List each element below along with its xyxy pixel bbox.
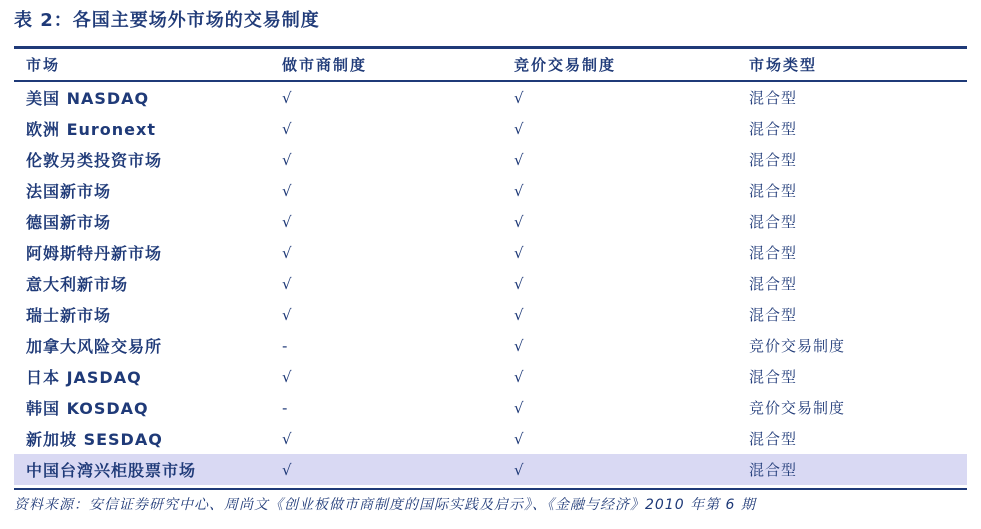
market-type-cell: 竞价交易制度 bbox=[749, 399, 846, 417]
table-row bbox=[14, 113, 967, 144]
market-maker-cell: √ bbox=[282, 243, 292, 262]
market-type-cell: 竞价交易制度 bbox=[749, 337, 846, 355]
auction-cell: √ bbox=[514, 88, 524, 107]
market-type-cell: 混合型 bbox=[749, 368, 798, 386]
auction-cell: √ bbox=[514, 367, 524, 386]
market-cell: 阿姆斯特丹新市场 bbox=[26, 244, 163, 263]
table-body bbox=[14, 82, 967, 485]
market-type-cell: 混合型 bbox=[749, 89, 798, 107]
table-row bbox=[14, 144, 967, 175]
market-maker-cell: √ bbox=[282, 119, 292, 138]
market-cell: 日本 JASDAQ bbox=[26, 368, 142, 387]
header-market-type: 市场类型 bbox=[749, 56, 818, 74]
header-market-maker: 做市商制度 bbox=[282, 56, 368, 74]
auction-cell: √ bbox=[514, 243, 524, 262]
market-cell: 韩国 KOSDAQ bbox=[26, 399, 149, 418]
market-cell: 中国台湾兴柜股票市场 bbox=[26, 461, 197, 480]
auction-cell: √ bbox=[514, 150, 524, 169]
market-type-cell: 混合型 bbox=[749, 275, 798, 293]
market-cell: 意大利新市场 bbox=[26, 275, 129, 294]
market-type-cell: 混合型 bbox=[749, 461, 798, 479]
market-cell: 新加坡 SESDAQ bbox=[26, 430, 163, 449]
market-table bbox=[14, 49, 967, 485]
market-type-cell: 混合型 bbox=[749, 306, 798, 324]
market-cell: 法国新市场 bbox=[26, 182, 112, 201]
table-header-row bbox=[14, 49, 967, 80]
header-auction: 竞价交易制度 bbox=[514, 56, 617, 74]
market-cell: 加拿大风险交易所 bbox=[26, 337, 163, 356]
table-title: 表 2：各国主要场外市场的交易制度 bbox=[14, 10, 320, 31]
auction-cell: √ bbox=[514, 336, 524, 355]
auction-cell: √ bbox=[514, 429, 524, 448]
market-type-cell: 混合型 bbox=[749, 151, 798, 169]
market-type-cell: 混合型 bbox=[749, 213, 798, 231]
market-maker-cell: √ bbox=[282, 460, 292, 479]
market-maker-cell: √ bbox=[282, 150, 292, 169]
table-row bbox=[14, 175, 967, 206]
auction-cell: √ bbox=[514, 119, 524, 138]
table-row bbox=[14, 423, 967, 454]
market-maker-cell: √ bbox=[282, 88, 292, 107]
market-maker-cell: √ bbox=[282, 181, 292, 200]
table-row bbox=[14, 299, 967, 330]
auction-cell: √ bbox=[514, 212, 524, 231]
table-row bbox=[14, 268, 967, 299]
market-maker-cell: - bbox=[282, 398, 288, 417]
table-row bbox=[14, 361, 967, 392]
table-row bbox=[14, 82, 967, 113]
header-market: 市场 bbox=[26, 56, 61, 74]
market-maker-cell: √ bbox=[282, 274, 292, 293]
market-type-cell: 混合型 bbox=[749, 120, 798, 138]
table-row bbox=[14, 454, 967, 485]
table-row bbox=[14, 330, 967, 361]
market-type-cell: 混合型 bbox=[749, 430, 798, 448]
source-note: 资料来源：安信证券研究中心、周尚文《创业板做市商制度的国际实践及启示》、《金融与经济》2010 年第 6 期 bbox=[14, 497, 756, 513]
market-type-cell: 混合型 bbox=[749, 244, 798, 262]
auction-cell: √ bbox=[514, 305, 524, 324]
market-cell: 瑞士新市场 bbox=[26, 306, 112, 325]
market-cell: 德国新市场 bbox=[26, 213, 112, 232]
table-row bbox=[14, 392, 967, 423]
market-maker-cell: √ bbox=[282, 367, 292, 386]
auction-cell: √ bbox=[514, 460, 524, 479]
auction-cell: √ bbox=[514, 274, 524, 293]
auction-cell: √ bbox=[514, 398, 524, 417]
auction-cell: √ bbox=[514, 181, 524, 200]
market-maker-cell: √ bbox=[282, 305, 292, 324]
table-row bbox=[14, 206, 967, 237]
market-type-cell: 混合型 bbox=[749, 182, 798, 200]
market-maker-cell: √ bbox=[282, 212, 292, 231]
market-cell: 美国 NASDAQ bbox=[26, 89, 150, 108]
market-cell: 欧洲 Euronext bbox=[26, 120, 156, 139]
market-cell: 伦敦另类投资市场 bbox=[26, 151, 163, 170]
bottom-rule bbox=[14, 488, 967, 490]
table-row bbox=[14, 237, 967, 268]
market-maker-cell: √ bbox=[282, 429, 292, 448]
market-maker-cell: - bbox=[282, 336, 288, 355]
